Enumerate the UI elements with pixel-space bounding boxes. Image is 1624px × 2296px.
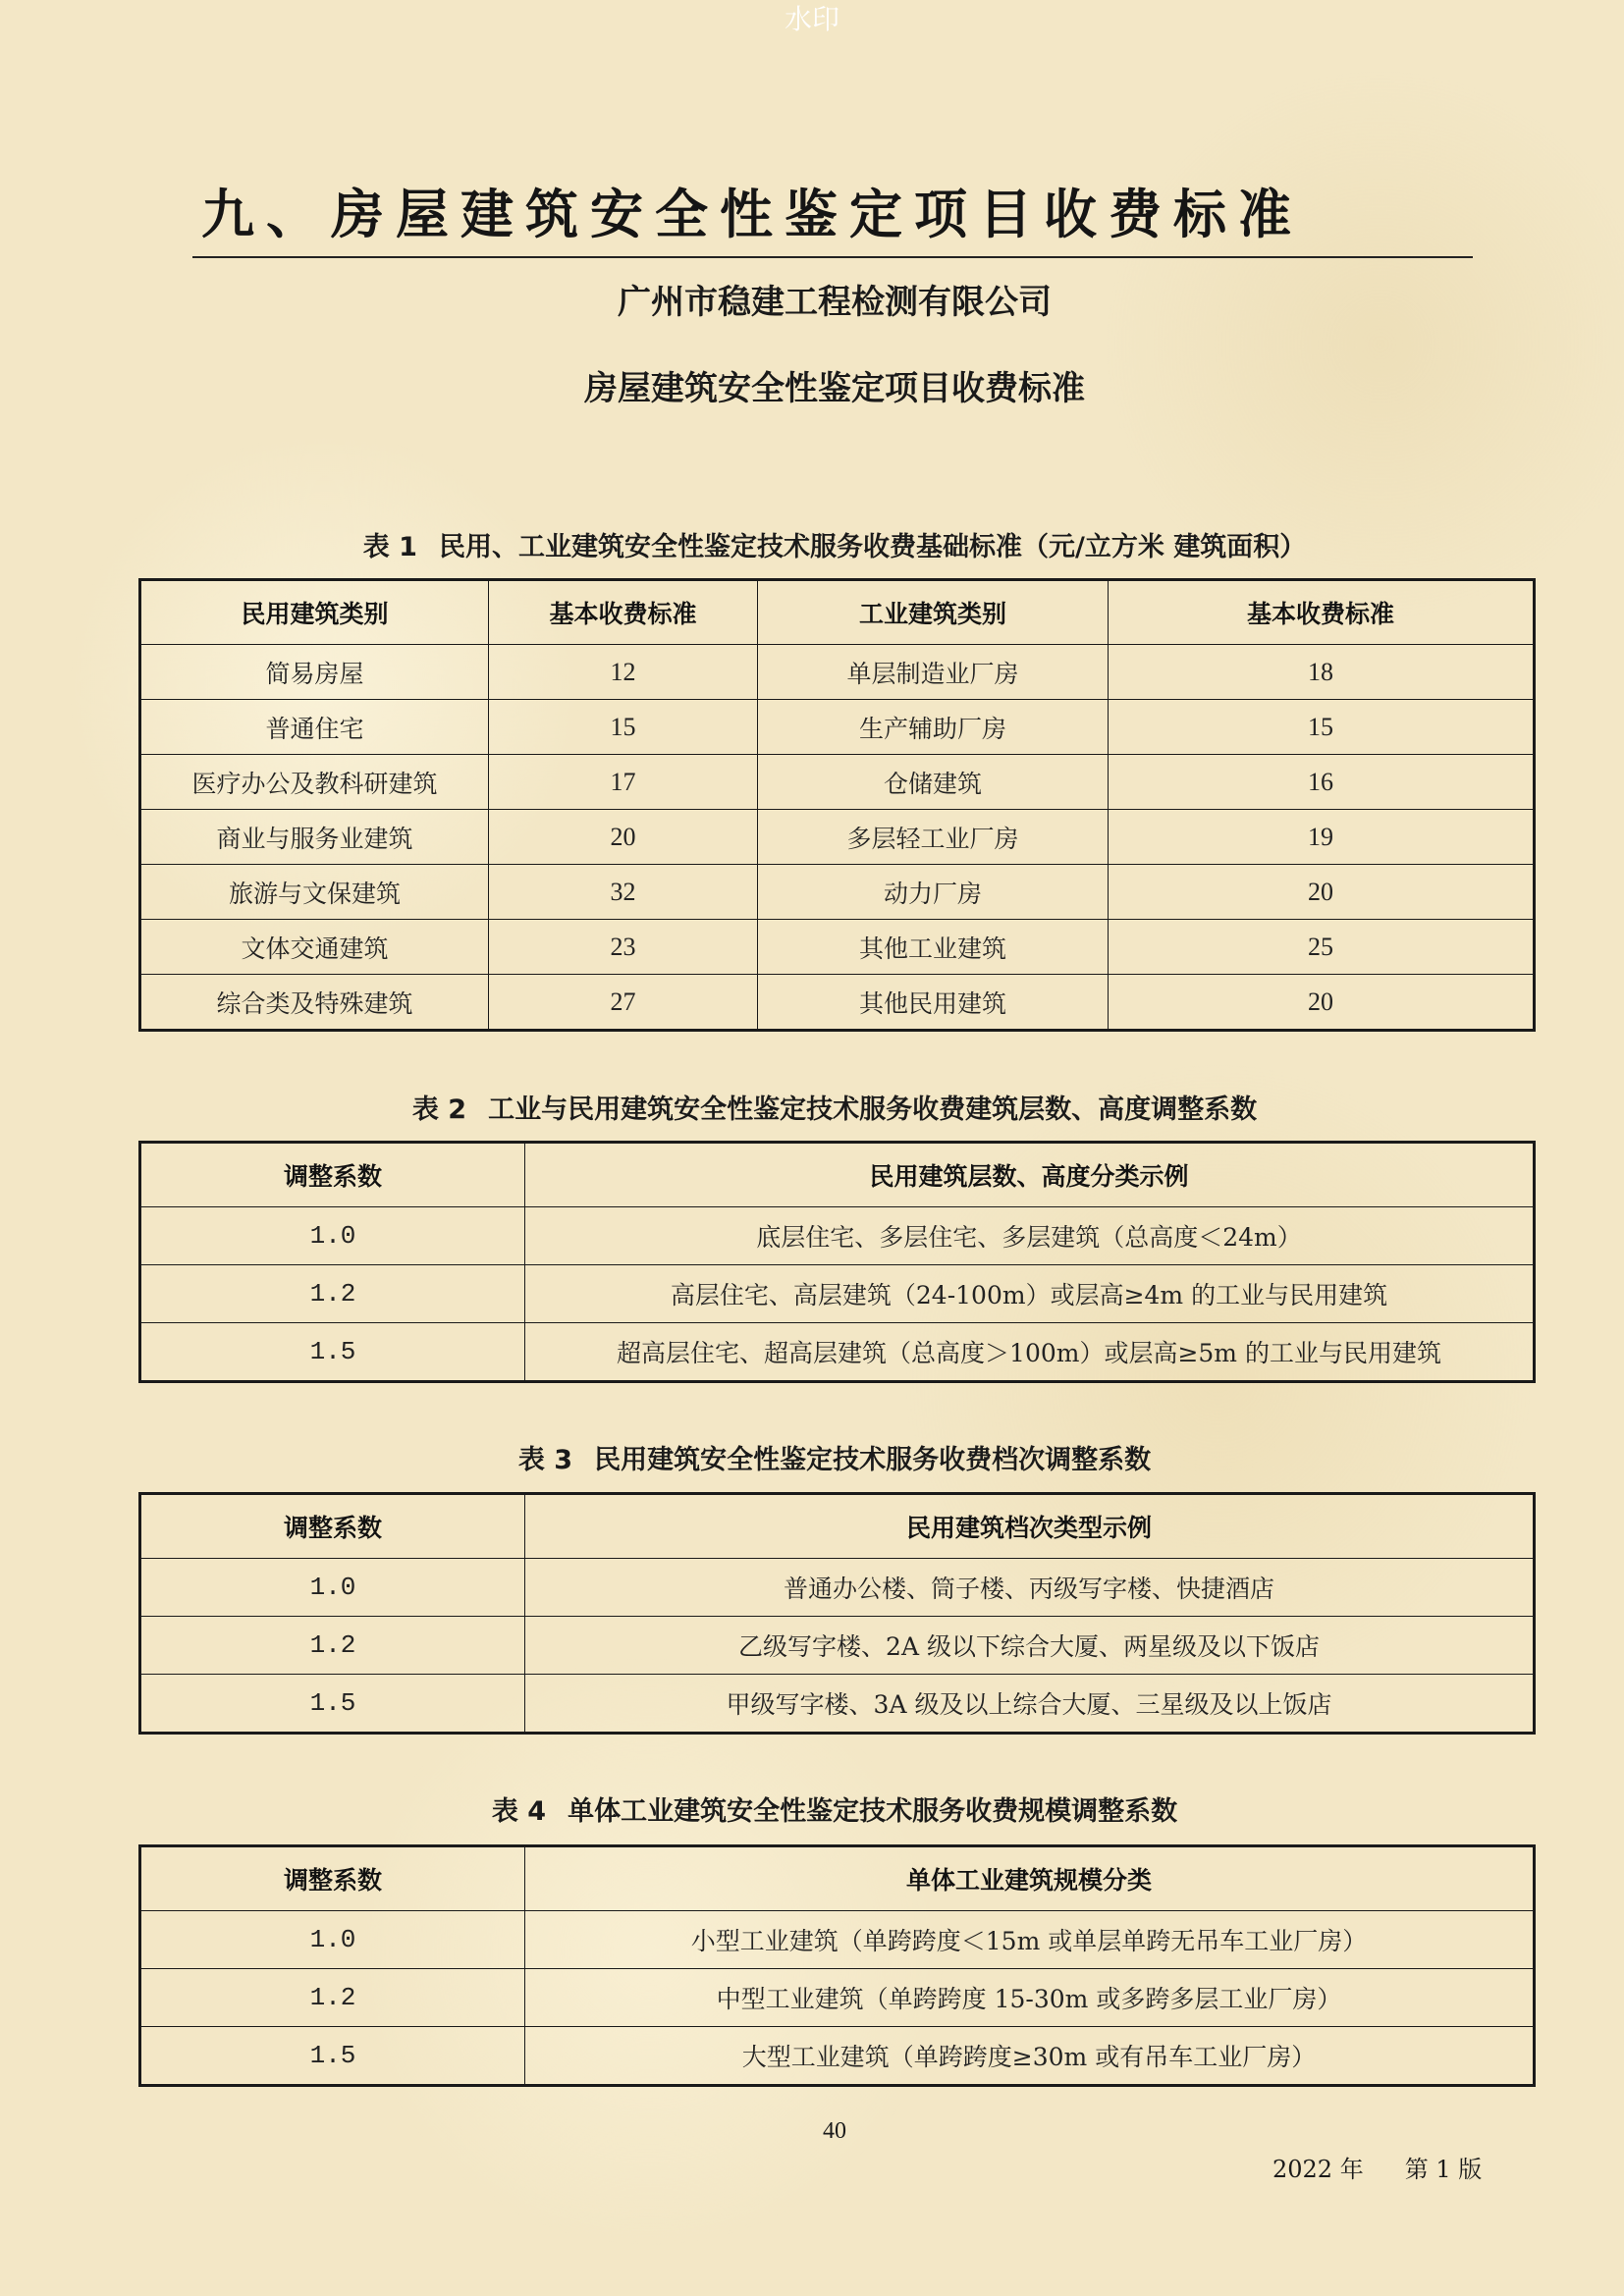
column-header: 调整系数 bbox=[140, 1494, 525, 1559]
table-header-row bbox=[140, 580, 1535, 645]
edition-info bbox=[1272, 2150, 1482, 2184]
page-title: 九、房屋建筑安全性鉴定项目收费标准 bbox=[201, 183, 1303, 245]
classification-example: 普通办公楼、筒子楼、丙级写字楼、快捷酒店 bbox=[525, 1559, 1535, 1617]
classification-example: 底层住宅、多层住宅、多层建筑（总高度＜24m） bbox=[525, 1207, 1535, 1265]
industrial-building-type: 其他工业建筑 bbox=[758, 920, 1109, 975]
watermark-text: 水印 bbox=[784, 3, 839, 35]
table4-number: 表 4 bbox=[491, 1796, 547, 1827]
table3-caption-text: 民用建筑安全性鉴定技术服务收费档次调整系数 bbox=[594, 1445, 1152, 1475]
column-header: 调整系数 bbox=[140, 1846, 525, 1911]
civil-building-type: 综合类及特殊建筑 bbox=[140, 975, 489, 1031]
adjustment-coefficient: 1.0 bbox=[140, 1559, 525, 1617]
table-row bbox=[140, 2027, 1535, 2086]
column-header: 工业建筑类别 bbox=[758, 580, 1109, 645]
column-header: 单体工业建筑规模分类 bbox=[525, 1846, 1535, 1911]
table2-number: 表 2 bbox=[411, 1095, 467, 1125]
table-header-row bbox=[140, 1494, 1535, 1559]
industrial-building-type: 多层轻工业厂房 bbox=[758, 810, 1109, 865]
edition-year: 2022 年 bbox=[1272, 2156, 1364, 2183]
civil-building-type: 普通住宅 bbox=[140, 700, 489, 755]
table1-caption-text: 民用、工业建筑安全性鉴定技术服务收费基础标准（元/立方米 建筑面积） bbox=[438, 532, 1307, 562]
table-row bbox=[140, 755, 1535, 810]
civil-fee-value: 27 bbox=[489, 975, 758, 1031]
table-row bbox=[140, 810, 1535, 865]
table2-height-adjustment bbox=[138, 1141, 1536, 1383]
civil-building-type: 旅游与文保建筑 bbox=[140, 865, 489, 920]
civil-fee-value: 23 bbox=[489, 920, 758, 975]
industrial-fee-value: 19 bbox=[1109, 810, 1535, 865]
table-row bbox=[140, 645, 1535, 700]
industrial-fee-value: 25 bbox=[1109, 920, 1535, 975]
industrial-building-type: 生产辅助厂房 bbox=[758, 700, 1109, 755]
table-header-row bbox=[140, 1846, 1535, 1911]
adjustment-coefficient: 1.0 bbox=[140, 1911, 525, 1969]
column-header: 民用建筑档次类型示例 bbox=[525, 1494, 1535, 1559]
table-row bbox=[140, 920, 1535, 975]
table-row bbox=[140, 700, 1535, 755]
civil-fee-value: 15 bbox=[489, 700, 758, 755]
table-row bbox=[140, 1207, 1535, 1265]
table-row bbox=[140, 1559, 1535, 1617]
civil-fee-value: 32 bbox=[489, 865, 758, 920]
column-header: 基本收费标准 bbox=[1109, 580, 1535, 645]
civil-fee-value: 20 bbox=[489, 810, 758, 865]
column-header: 基本收费标准 bbox=[489, 580, 758, 645]
classification-example: 超高层住宅、超高层建筑（总高度＞100m）或层高≥5m 的工业与民用建筑 bbox=[525, 1323, 1535, 1382]
table3-caption bbox=[0, 1441, 1624, 1480]
adjustment-coefficient: 1.2 bbox=[140, 1969, 525, 2027]
title-divider bbox=[192, 256, 1473, 258]
adjustment-coefficient: 1.5 bbox=[140, 2027, 525, 2086]
civil-fee-value: 12 bbox=[489, 645, 758, 700]
civil-building-type: 简易房屋 bbox=[140, 645, 489, 700]
civil-building-type: 文体交通建筑 bbox=[140, 920, 489, 975]
adjustment-coefficient: 1.0 bbox=[140, 1207, 525, 1265]
page-number: 40 bbox=[823, 2118, 846, 2144]
table-row bbox=[140, 1969, 1535, 2027]
table3-number: 表 3 bbox=[517, 1445, 573, 1475]
table-row bbox=[140, 865, 1535, 920]
industrial-fee-value: 20 bbox=[1109, 865, 1535, 920]
column-header: 民用建筑层数、高度分类示例 bbox=[525, 1143, 1535, 1207]
classification-example: 中型工业建筑（单跨跨度 15-30m 或多跨多层工业厂房） bbox=[525, 1969, 1535, 2027]
table4-caption bbox=[0, 1792, 1624, 1832]
table2-caption bbox=[0, 1091, 1624, 1130]
industrial-building-type: 单层制造业厂房 bbox=[758, 645, 1109, 700]
civil-building-type: 医疗办公及教科研建筑 bbox=[140, 755, 489, 810]
classification-example: 小型工业建筑（单跨跨度＜15m 或单层单跨无吊车工业厂房） bbox=[525, 1911, 1535, 1969]
table-row bbox=[140, 1617, 1535, 1675]
table4-scale-adjustment bbox=[138, 1844, 1536, 2087]
industrial-fee-value: 16 bbox=[1109, 755, 1535, 810]
classification-example: 大型工业建筑（单跨跨度≥30m 或有吊车工业厂房） bbox=[525, 2027, 1535, 2086]
industrial-building-type: 动力厂房 bbox=[758, 865, 1109, 920]
industrial-building-type: 其他民用建筑 bbox=[758, 975, 1109, 1031]
industrial-building-type: 仓储建筑 bbox=[758, 755, 1109, 810]
table-row bbox=[140, 975, 1535, 1031]
classification-example: 高层住宅、高层建筑（24-100m）或层高≥4m 的工业与民用建筑 bbox=[525, 1265, 1535, 1323]
classification-example: 甲级写字楼、3A 级及以上综合大厦、三星级及以上饭店 bbox=[525, 1675, 1535, 1734]
civil-building-type: 商业与服务业建筑 bbox=[140, 810, 489, 865]
document-subtitle: 房屋建筑安全性鉴定项目收费标准 bbox=[584, 369, 1085, 408]
industrial-fee-value: 20 bbox=[1109, 975, 1535, 1031]
classification-example: 乙级写字楼、2A 级以下综合大厦、两星级及以下饭店 bbox=[525, 1617, 1535, 1675]
table3-grade-adjustment bbox=[138, 1492, 1536, 1735]
edition-version: 第 1 版 bbox=[1404, 2156, 1483, 2183]
table-header-row bbox=[140, 1143, 1535, 1207]
table-row bbox=[140, 1323, 1535, 1382]
adjustment-coefficient: 1.2 bbox=[140, 1265, 525, 1323]
column-header: 调整系数 bbox=[140, 1143, 525, 1207]
industrial-fee-value: 15 bbox=[1109, 700, 1535, 755]
company-name: 广州市稳建工程检测有限公司 bbox=[618, 283, 1052, 322]
civil-fee-value: 17 bbox=[489, 755, 758, 810]
table2-caption-text: 工业与民用建筑安全性鉴定技术服务收费建筑层数、高度调整系数 bbox=[488, 1095, 1258, 1125]
table1-basic-fee-standard bbox=[138, 578, 1536, 1032]
industrial-fee-value: 18 bbox=[1109, 645, 1535, 700]
adjustment-coefficient: 1.5 bbox=[140, 1675, 525, 1734]
column-header: 民用建筑类别 bbox=[140, 580, 489, 645]
adjustment-coefficient: 1.5 bbox=[140, 1323, 525, 1382]
table4-caption-text: 单体工业建筑安全性鉴定技术服务收费规模调整系数 bbox=[568, 1796, 1178, 1827]
table1-number: 表 1 bbox=[362, 532, 417, 562]
table1-caption bbox=[0, 528, 1624, 567]
adjustment-coefficient: 1.2 bbox=[140, 1617, 525, 1675]
table-row bbox=[140, 1911, 1535, 1969]
table-row bbox=[140, 1675, 1535, 1734]
table-row bbox=[140, 1265, 1535, 1323]
